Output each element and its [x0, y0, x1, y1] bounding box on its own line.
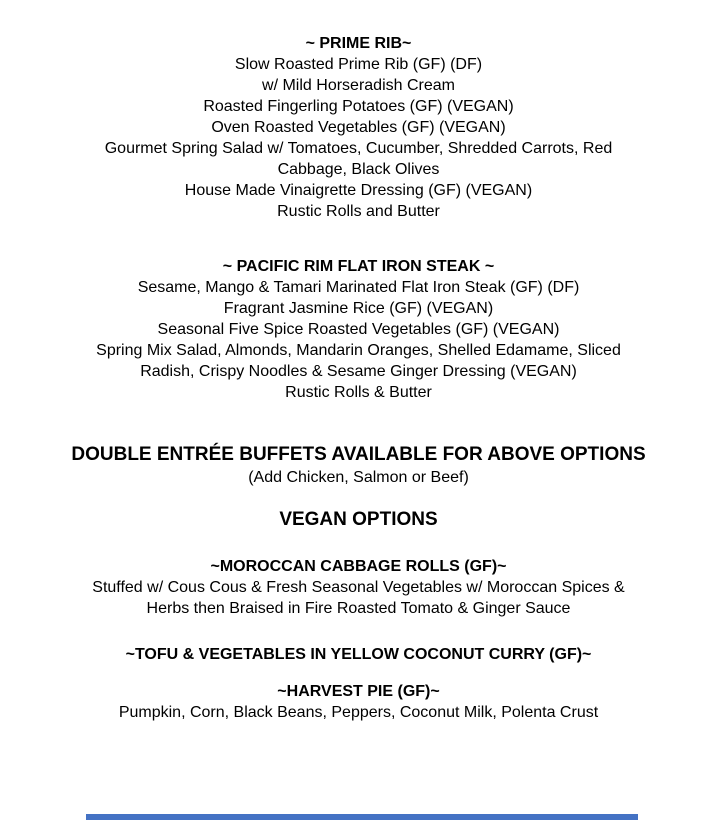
menu-section-pacific-rim — [0, 256, 717, 403]
section-title: ~TOFU & VEGETABLES IN YELLOW COCONUT CURRY (GF)~ — [125, 646, 592, 663]
menu-line: Rustic Rolls and Butter — [277, 203, 440, 220]
menu-line: Spring Mix Salad, Almonds, Mandarin Oranges, Shelled Edamame, Sliced — [96, 342, 621, 359]
menu-line: Cabbage, Black Olives — [277, 161, 440, 178]
menu-section-moroccan-cabbage-rolls — [0, 556, 717, 619]
menu-section-harvest-pie — [0, 681, 717, 723]
menu-section-tofu-curry — [0, 644, 717, 665]
section-title: ~ PRIME RIB~ — [305, 35, 412, 52]
menu-line: Seasonal Five Spice Roasted Vegetables (GF) (VEGAN) — [157, 321, 560, 338]
section-title: ~MOROCCAN CABBAGE ROLLS (GF)~ — [210, 558, 507, 575]
vegan-options-heading: VEGAN OPTIONS — [279, 509, 438, 530]
bottom-banner-bar — [86, 814, 638, 820]
double-entree-heading: DOUBLE ENTRÉE BUFFETS AVAILABLE FOR ABOVE OPTIONS — [71, 444, 646, 465]
double-entree-note: (Add Chicken, Salmon or Beef) — [248, 469, 469, 486]
menu-line: Slow Roasted Prime Rib (GF) (DF) — [234, 56, 483, 73]
menu-line: Radish, Crispy Noodles & Sesame Ginger Dressing (VEGAN) — [140, 363, 577, 380]
menu-line: Sesame, Mango & Tamari Marinated Flat Iron Steak (GF) (DF) — [137, 279, 580, 296]
section-title: ~HARVEST PIE (GF)~ — [277, 683, 440, 700]
menu-section-prime-rib — [0, 33, 717, 222]
menu-line: House Made Vinaigrette Dressing (GF) (VEGAN) — [184, 182, 533, 199]
menu-line: Pumpkin, Corn, Black Beans, Peppers, Coconut Milk, Polenta Crust — [118, 704, 599, 721]
menu-line: Gourmet Spring Salad w/ Tomatoes, Cucumber, Shredded Carrots, Red — [104, 140, 613, 157]
section-title: ~ PACIFIC RIM FLAT IRON STEAK ~ — [222, 258, 495, 275]
menu-line: Roasted Fingerling Potatoes (GF) (VEGAN) — [203, 98, 514, 115]
menu-line: Rustic Rolls & Butter — [285, 384, 432, 401]
menu-line: Fragrant Jasmine Rice (GF) (VEGAN) — [223, 300, 494, 317]
menu-line: Stuffed w/ Cous Cous & Fresh Seasonal Vegetables w/ Moroccan Spices & — [92, 579, 625, 596]
menu-line: w/ Mild Horseradish Cream — [262, 77, 455, 94]
menu-line: Oven Roasted Vegetables (GF) (VEGAN) — [211, 119, 506, 136]
menu-line: Herbs then Braised in Fire Roasted Tomato & Ginger Sauce — [146, 600, 571, 617]
